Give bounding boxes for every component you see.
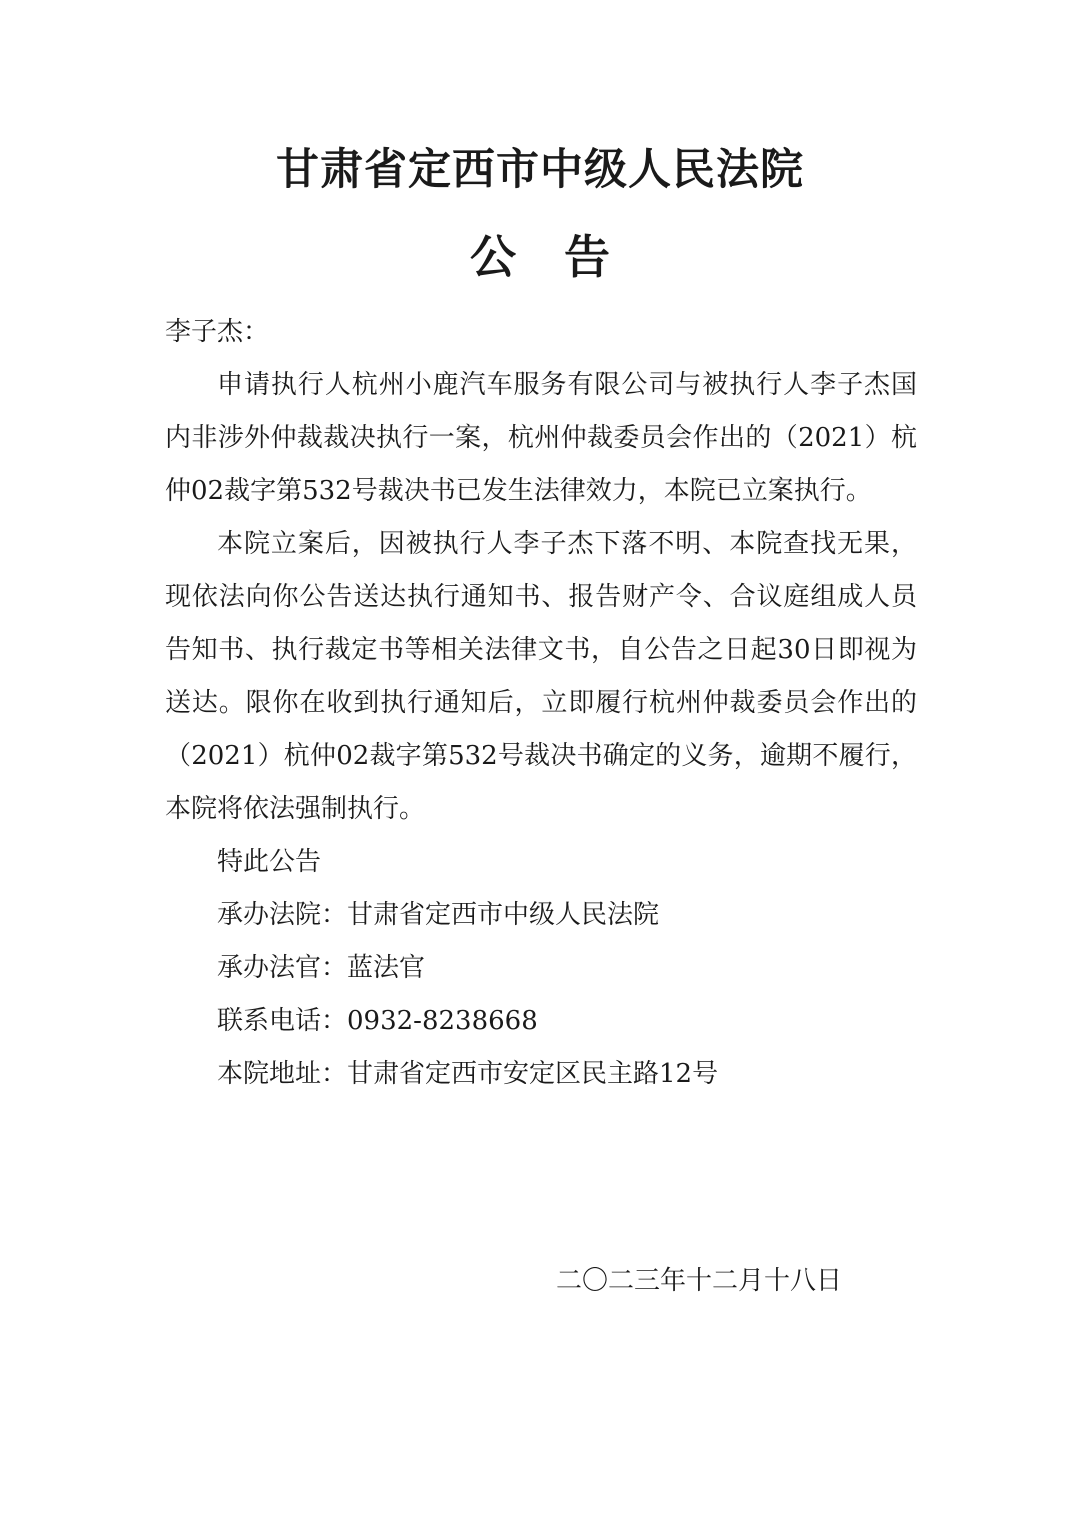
info-court-value: 甘肃省定西市中级人民法院 <box>347 900 660 930</box>
info-judge-label: 承办法官： <box>217 953 348 983</box>
info-judge-row <box>165 942 917 995</box>
info-address-label: 本院地址： <box>217 1059 348 1089</box>
announcement-title: 公告 <box>470 230 658 284</box>
announcement-date: 二〇二三年十二月十八日 <box>556 1266 843 1296</box>
court-name-heading: 甘肃省定西市中级人民法院 <box>276 145 804 195</box>
info-phone-row <box>165 995 917 1048</box>
info-address-row <box>165 1048 917 1101</box>
paragraph-case-info: 申请执行人杭州小鹿汽车服务有限公司与被执行人李子杰国内非涉外仲裁裁决执行一案，杭州仲裁委员会作出的（2021）杭仲02裁字第532号裁决书已发生法律效力，本院已立案执行。 <box>165 370 917 506</box>
closing-statement: 特此公告 <box>217 847 322 877</box>
info-phone-value: 0932-8238668 <box>347 1006 538 1036</box>
announcement-body <box>165 306 917 1101</box>
paragraph-notice: 本院立案后，因被执行人李子杰下落不明、本院查找无果，现依法向你公告送达执行通知书、报告财产令、合议庭组成人员告知书、执行裁定书等相关法律文书，自公告之日起30日即视为送达。限你在收到执行通知后，立即履行杭州仲裁委员会作出的（2021）杭仲02裁字第532号裁决书确定的义务，逾期不履行，本院将依法强制执行。 <box>165 529 917 824</box>
info-phone-label: 联系电话： <box>217 1006 348 1036</box>
addressee: 李子杰： <box>165 317 270 347</box>
info-address-value: 甘肃省定西市安定区民主路12号 <box>347 1059 719 1089</box>
info-court-row <box>165 889 917 942</box>
info-judge-value: 蓝法官 <box>347 953 426 983</box>
info-court-label: 承办法院： <box>217 900 348 930</box>
